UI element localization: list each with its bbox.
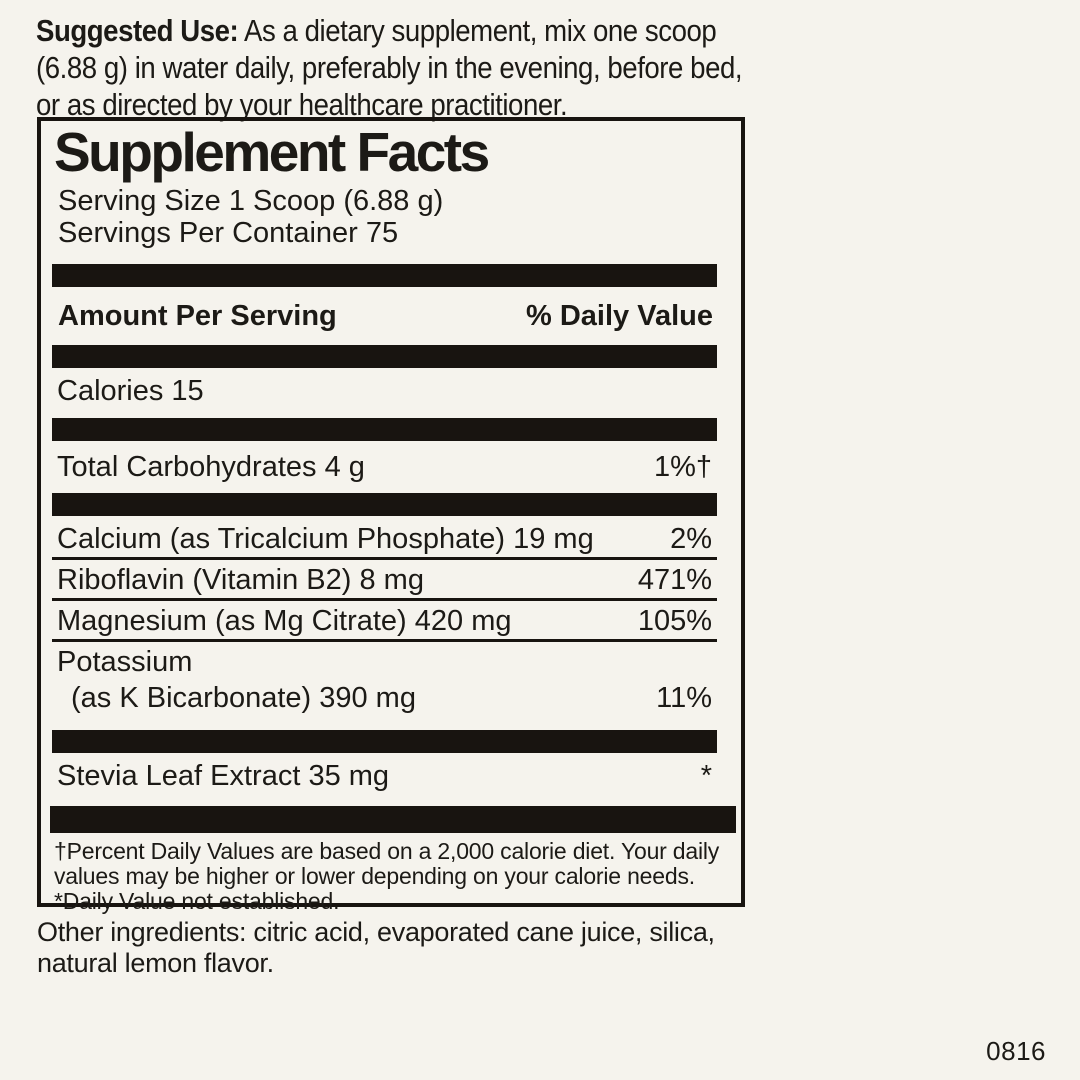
nutrient-daily-value: 2% [670, 523, 712, 555]
footnote-line3: *Daily Value not established. [54, 888, 340, 914]
daily-value-footnote [54, 839, 727, 914]
divider-bar [50, 806, 736, 833]
column-header-daily-value: % Daily Value [526, 300, 713, 332]
nutrient-name [57, 648, 416, 713]
serving-info [41, 185, 741, 249]
supplement-facts-panel [37, 117, 745, 914]
divider-bar [52, 730, 717, 753]
suggested-use-line3: or as directed by your healthcare practitioner. [36, 87, 568, 122]
nutrient-name-line2: (as K Bicarbonate) 390 mg [71, 682, 416, 714]
serving-size: Serving Size 1 Scoop (6.88 g) [58, 185, 444, 217]
nutrient-name: Stevia Leaf Extract 35 mg [57, 760, 390, 792]
nutrient-daily-value: 105% [637, 605, 712, 637]
footnote-line1: †Percent Daily Values are based on a 2,000 calorie diet. Your daily [54, 838, 720, 864]
suggested-use-line1: As a dietary supplement, mix one scoop [243, 13, 717, 48]
nutrient-rows [52, 525, 717, 716]
other-ingredients-line1: Other ingredients: citric acid, evaporated cane juice, silica, [37, 917, 715, 947]
nutrient-row-calcium [52, 525, 717, 560]
nutrient-name: Total Carbohydrates 4 g [57, 451, 365, 483]
divider-bar [52, 264, 717, 287]
suggested-use-paragraph [36, 12, 801, 123]
divider-bar [52, 493, 717, 516]
nutrient-daily-value: 11% [656, 682, 712, 714]
nutrient-daily-value: 1%† [653, 451, 712, 483]
suggested-use-label: Suggested Use: [36, 13, 239, 48]
nutrient-daily-value: 471% [637, 564, 712, 596]
divider-bar [52, 418, 717, 441]
nutrient-rows [52, 762, 717, 794]
nutrient-name: Magnesium (as Mg Citrate) 420 mg [57, 605, 512, 637]
nutrient-name-line1: Potassium [57, 646, 193, 678]
nutrient-row-stevia [52, 762, 717, 794]
nutrient-row-total-carbohydrates [52, 452, 717, 485]
nutrient-name: Riboflavin (Vitamin B2) 8 mg [57, 564, 424, 596]
suggested-use-line2: (6.88 g) in water daily, preferably in the evening, before bed, [36, 50, 743, 85]
other-ingredients [37, 917, 737, 979]
column-header-row [58, 300, 713, 332]
nutrient-row-magnesium [52, 601, 717, 642]
nutrient-row-potassium [52, 642, 717, 716]
other-ingredients-line2: natural lemon flavor. [37, 948, 274, 978]
nutrient-daily-value: * [700, 760, 712, 792]
nutrient-rows [52, 452, 717, 485]
column-header-amount: Amount Per Serving [58, 300, 337, 332]
label-code: 0816 [986, 1036, 1046, 1066]
nutrient-name: Calcium (as Tricalcium Phosphate) 19 mg [57, 523, 594, 555]
nutrient-row-riboflavin [52, 560, 717, 601]
panel-title: Supplement Facts [54, 121, 488, 183]
footnote-line2: values may be higher or lower depending on your calorie needs. [54, 863, 695, 889]
servings-per-container: Servings Per Container 75 [58, 217, 399, 249]
calories-row: Calories 15 [57, 375, 204, 407]
divider-bar [52, 345, 717, 368]
